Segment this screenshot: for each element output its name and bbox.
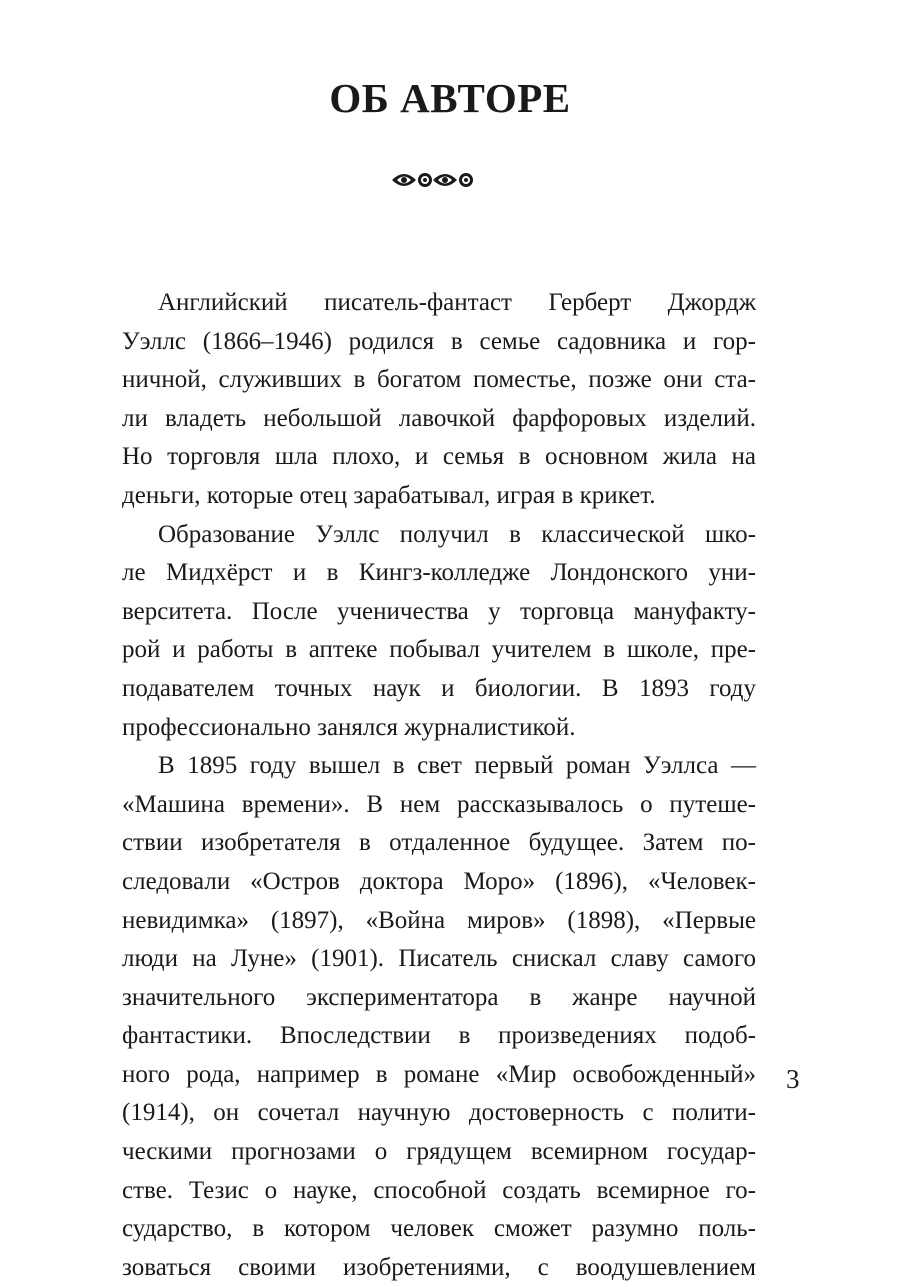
article-body (122, 284, 756, 1287)
text-line: профессионально занялся журналистикой. (122, 713, 576, 741)
text-line: невидимка» (1897), «Война миров» (1898), «Первые (122, 906, 756, 934)
text-line: Английский писатель-фантаст Герберт Джордж (158, 289, 756, 316)
text-line: ческими прогнозами о грядущем всемирном государ- (122, 1138, 756, 1166)
text-line: фантастики. Впоследствии в произведениях подоб- (122, 1022, 756, 1050)
page-number: 3 (786, 1064, 800, 1094)
text-line: ли владеть небольшой лавочкой фарфоровых изделий. (122, 404, 756, 432)
text-line: В 1895 году вышел в свет первый роман Уэллса — (158, 752, 756, 780)
decorative-ornament-icon (390, 166, 486, 194)
text-line: следовали «Остров доктора Моро» (1896), «Человек- (122, 867, 756, 895)
text-line: зоваться своими изобретениями, с воодушевлением (122, 1253, 756, 1281)
page-title: ОБ АВТОРЕ (329, 75, 571, 121)
text-line: рой и работы в аптеке побывал учителем в школе, пре- (122, 636, 756, 664)
text-line: Уэллс (1866–1946) родился в семье садовника и гор- (122, 327, 756, 355)
text-line: Но торговля шла плохо, и семья в основном жила на (122, 443, 756, 471)
text-line: деньги, которые отец зарабатывал, играя в крикет. (122, 481, 656, 509)
text-line: стве. Тезис о науке, способной создать всемирное го- (122, 1176, 756, 1204)
text-line: подавателем точных наук и биологии. В 1893 году (122, 674, 756, 702)
text-line: ного рода, например в романе «Мир освобожденный» (122, 1060, 756, 1088)
text-line: ле Мидхёрст и в Кингз-колледже Лондонского уни- (122, 559, 756, 587)
text-line: Образование Уэллс получил в классической шко- (158, 520, 756, 548)
text-line: верситета. После ученичества у торговца мануфакту- (122, 597, 756, 625)
text-line: ствии изобретателя в отдаленное будущее. Затем по- (122, 829, 756, 857)
text-line: ничной, служивших в богатом поместье, позже они ста- (122, 366, 756, 394)
text-line: значительного экспериментатора в жанре научной (122, 983, 756, 1011)
text-line: сударство, в котором человек сможет разумно поль- (122, 1215, 756, 1243)
text-line: «Машина времени». В нем рассказывалось о путеше- (122, 790, 756, 818)
text-line: люди на Луне» (1901). Писатель снискал славу самого (122, 945, 756, 973)
text-line: (1914), он сочетал научную достоверность с полити- (122, 1099, 756, 1127)
